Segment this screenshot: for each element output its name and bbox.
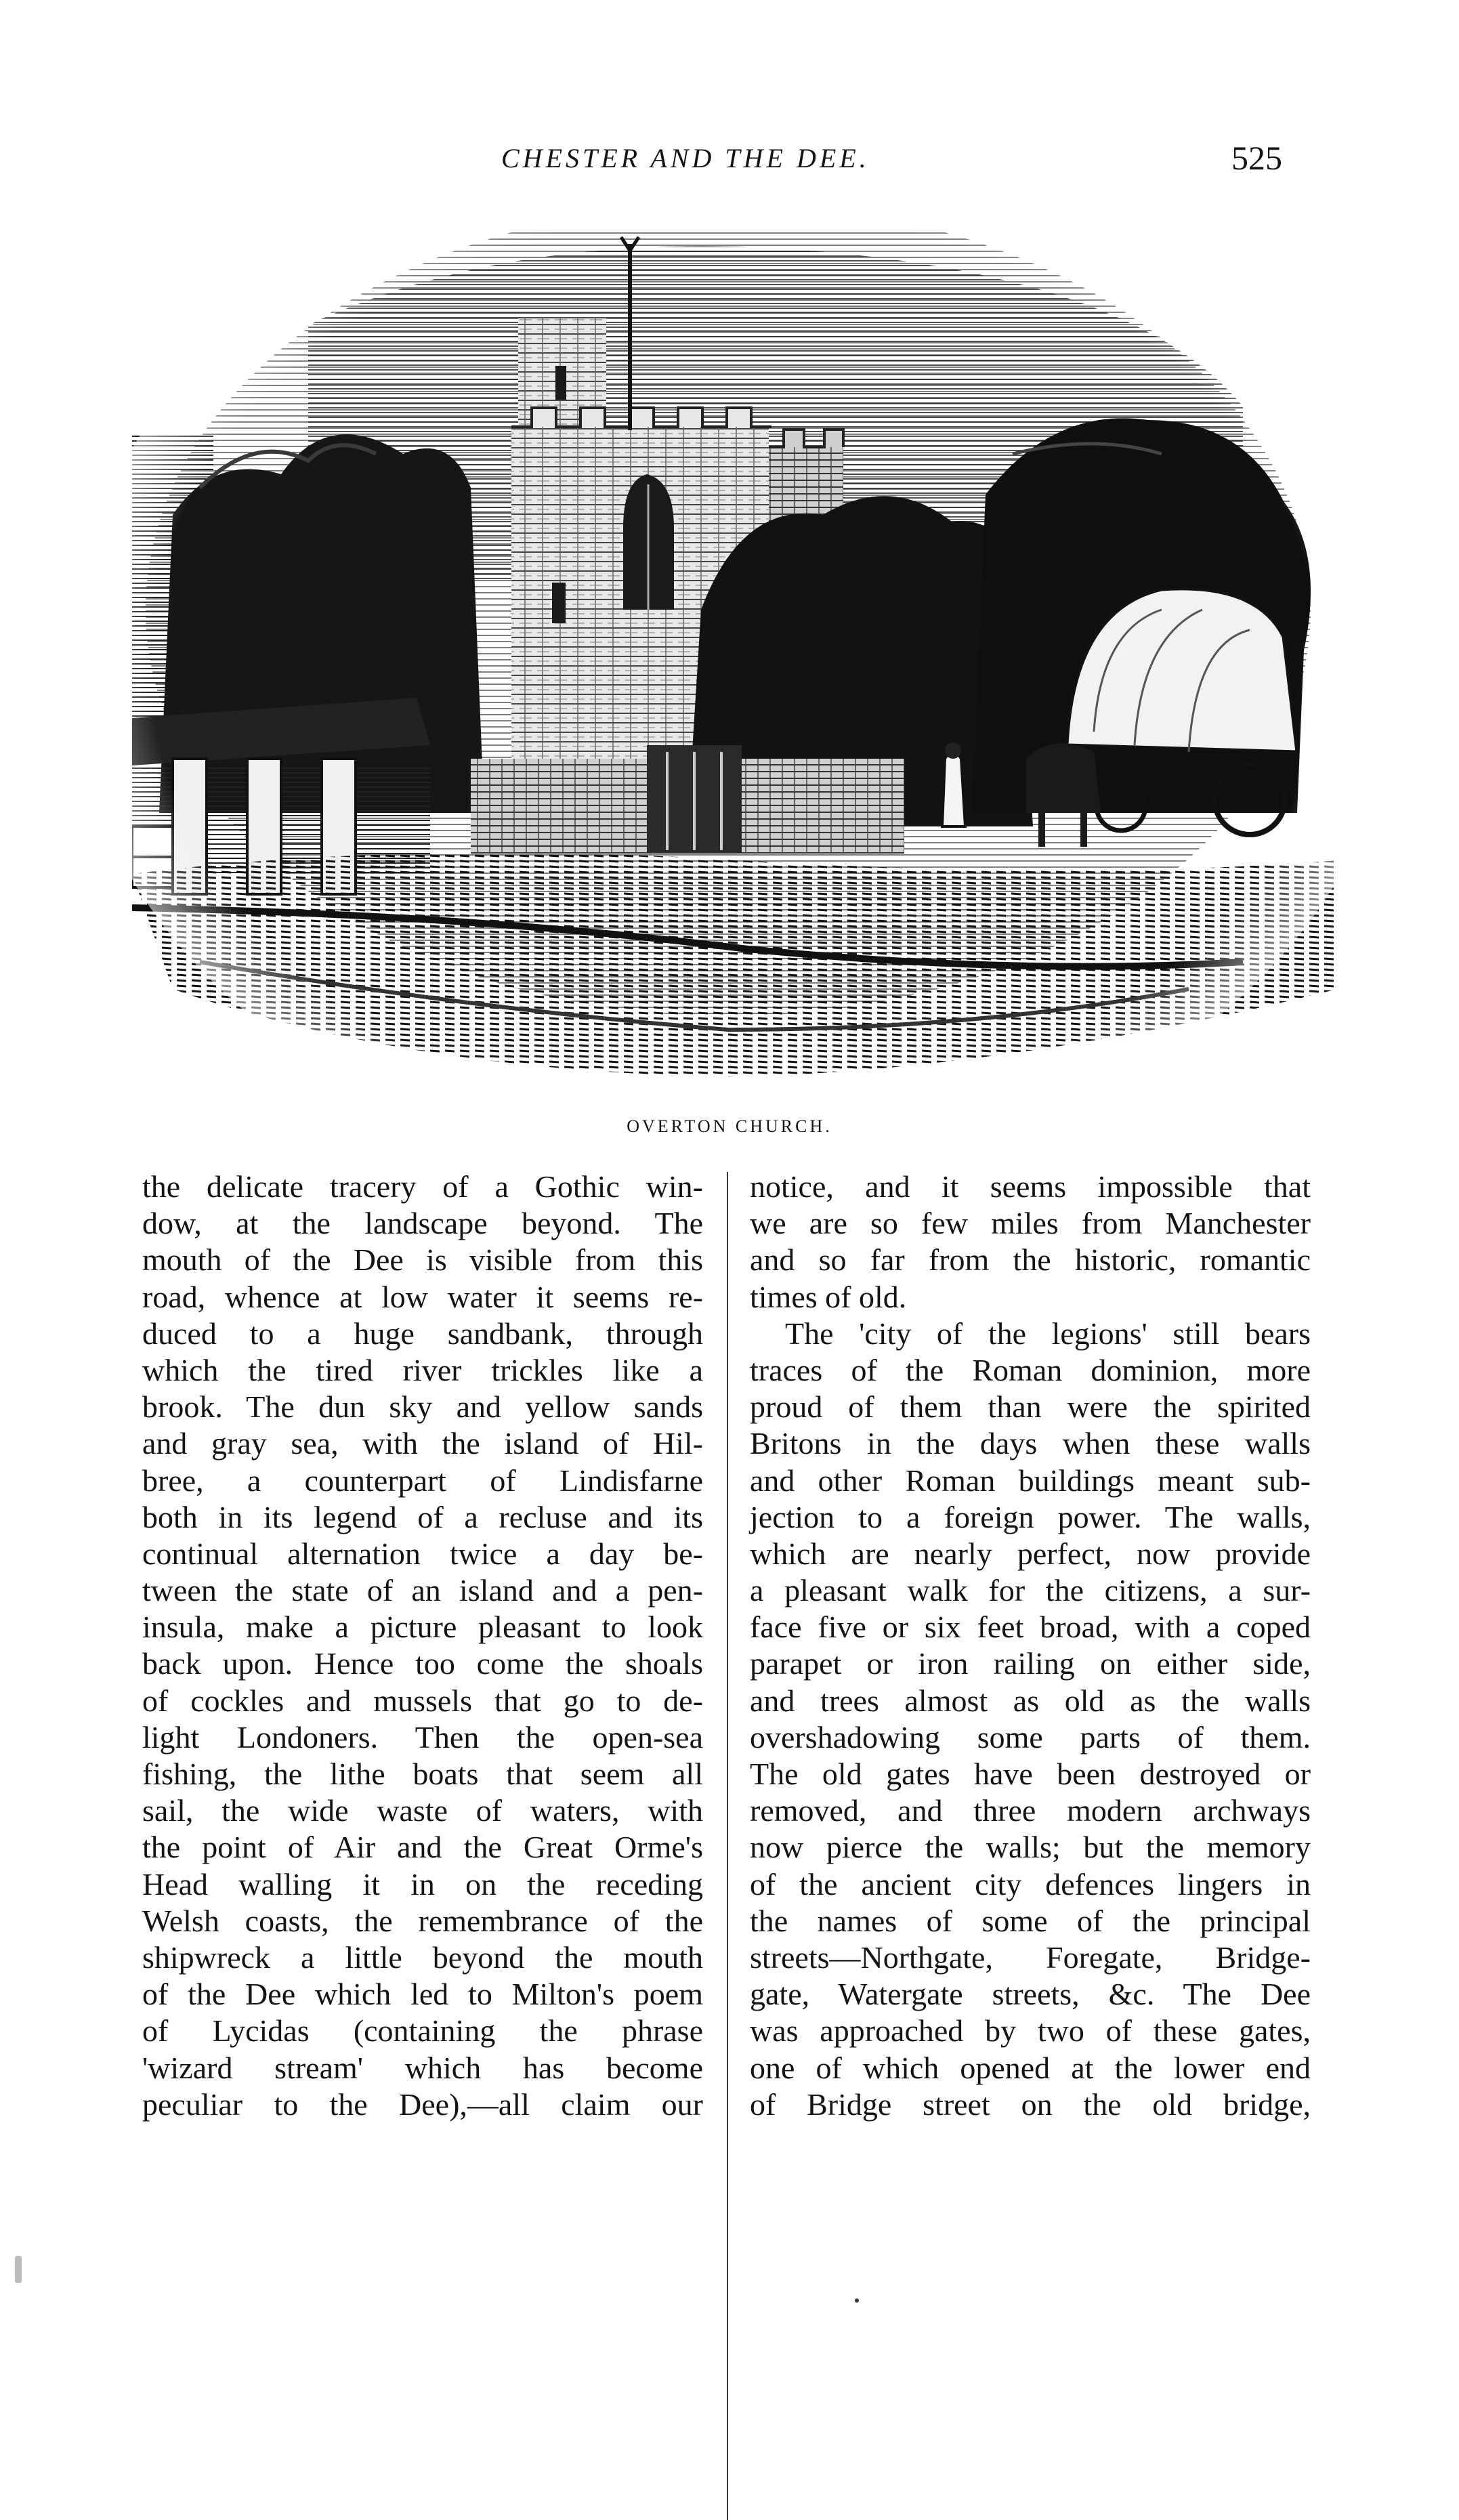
text-line: notice, and it seems impossible that	[750, 1169, 1311, 1204]
text-line: shipwreck a little beyond the mouth	[142, 1939, 703, 1975]
print-speck	[15, 2256, 22, 2283]
text-line: parapet or iron railing on either side,	[750, 1646, 1311, 1681]
text-line: The old gates have been destroyed or	[750, 1757, 1311, 1791]
text-line: both in its legend of a recluse and its	[142, 1499, 703, 1534]
text-line: face five or six feet broad, with a coped	[750, 1610, 1311, 1645]
page-number: 525	[1231, 139, 1282, 177]
text-line: the point of Air and the Great Orme's	[142, 1830, 703, 1865]
text-line: proud of them than were the spirited	[750, 1389, 1311, 1425]
text-line: peculiar to the Dee),—all claim our	[142, 2086, 703, 2122]
text-line: mouth of the Dee is visible from this	[142, 1242, 703, 1278]
text-line: streets—Northgate, Foregate, Bridge-	[750, 1939, 1311, 1975]
text-line: fishing, the lithe boats that seem all	[142, 1757, 703, 1791]
text-line: and gray sea, with the island of Hil-	[142, 1426, 703, 1461]
text-line: times of old.	[750, 1279, 907, 1314]
text-line: of the ancient city defences lingers in	[750, 1866, 1311, 1902]
text-line: and other Roman buildings meant sub-	[750, 1463, 1311, 1498]
text-line: gate, Watergate streets, &c. The Dee	[750, 1977, 1311, 2012]
text-line: brook. The dun sky and yellow sands	[142, 1389, 703, 1425]
text-line: of Lycidas (containing the phrase	[142, 2013, 703, 2049]
text-line: one of which opened at the lower end	[750, 2050, 1311, 2085]
text-line: of cockles and mussels that go to de-	[142, 1683, 703, 1718]
text-line: the names of some of the principal	[750, 1903, 1311, 1938]
print-speck	[855, 2298, 859, 2303]
text-line: Welsh coasts, the remembrance of the	[142, 1903, 703, 1938]
text-line: continual alternation twice a day be-	[142, 1536, 703, 1571]
text-line: Britons in the days when these walls	[750, 1426, 1311, 1461]
text-line: which are nearly perfect, now provide	[750, 1536, 1311, 1571]
text-line: 'wizard stream' which has become	[142, 2050, 703, 2085]
text-line: bree, a counterpart of Lindisfarne	[142, 1463, 703, 1498]
running-header	[0, 139, 1459, 190]
text-line: duced to a huge sandbank, through	[142, 1316, 703, 1351]
text-line: which the tired river trickles like a	[142, 1352, 703, 1387]
text-line: now pierce the walls; but the memory	[750, 1830, 1311, 1865]
text-line: dow, at the landscape beyond. The	[142, 1206, 703, 1241]
text-line: The 'city of the legions' still bears	[785, 1316, 1311, 1351]
text-line: removed, and three modern archways	[750, 1793, 1311, 1828]
text-line: light Londoners. Then the open-sea	[142, 1719, 703, 1755]
text-line: overshadowing some parts of them.	[750, 1719, 1311, 1755]
text-line: traces of the Roman dominion, more	[750, 1352, 1311, 1387]
text-line: road, whence at low water it seems re-	[142, 1279, 703, 1314]
text-line: of the Dee which led to Milton's poem	[142, 1977, 703, 2012]
text-line: a pleasant walk for the citizens, a sur-	[750, 1573, 1311, 1608]
text-line: and so far from the historic, romantic	[750, 1242, 1311, 1278]
text-line: and trees almost as old as the walls	[750, 1683, 1311, 1718]
overton-church-engraving	[132, 230, 1338, 1111]
text-line: Head walling it in on the receding	[142, 1866, 703, 1902]
text-line: we are so few miles from Manchester	[750, 1206, 1311, 1241]
right-column	[750, 1169, 1311, 2123]
text-line: of Bridge street on the old bridge,	[750, 2086, 1311, 2122]
column-divider	[727, 1172, 728, 2520]
text-line: tween the state of an island and a pen-	[142, 1573, 703, 1608]
text-line: jection to a foreign power. The walls,	[750, 1499, 1311, 1534]
left-column	[142, 1169, 703, 2123]
text-line: the delicate tracery of a Gothic win-	[142, 1169, 703, 1204]
text-line: back upon. Hence too come the shoals	[142, 1646, 703, 1681]
text-line: insula, make a picture pleasant to look	[142, 1610, 703, 1645]
text-line: sail, the wide waste of waters, with	[142, 1793, 703, 1828]
text-line: was approached by two of these gates,	[750, 2013, 1311, 2049]
illustration-caption: OVERTON CHURCH.	[627, 1116, 832, 1136]
running-title: CHESTER AND THE DEE.	[501, 143, 870, 173]
